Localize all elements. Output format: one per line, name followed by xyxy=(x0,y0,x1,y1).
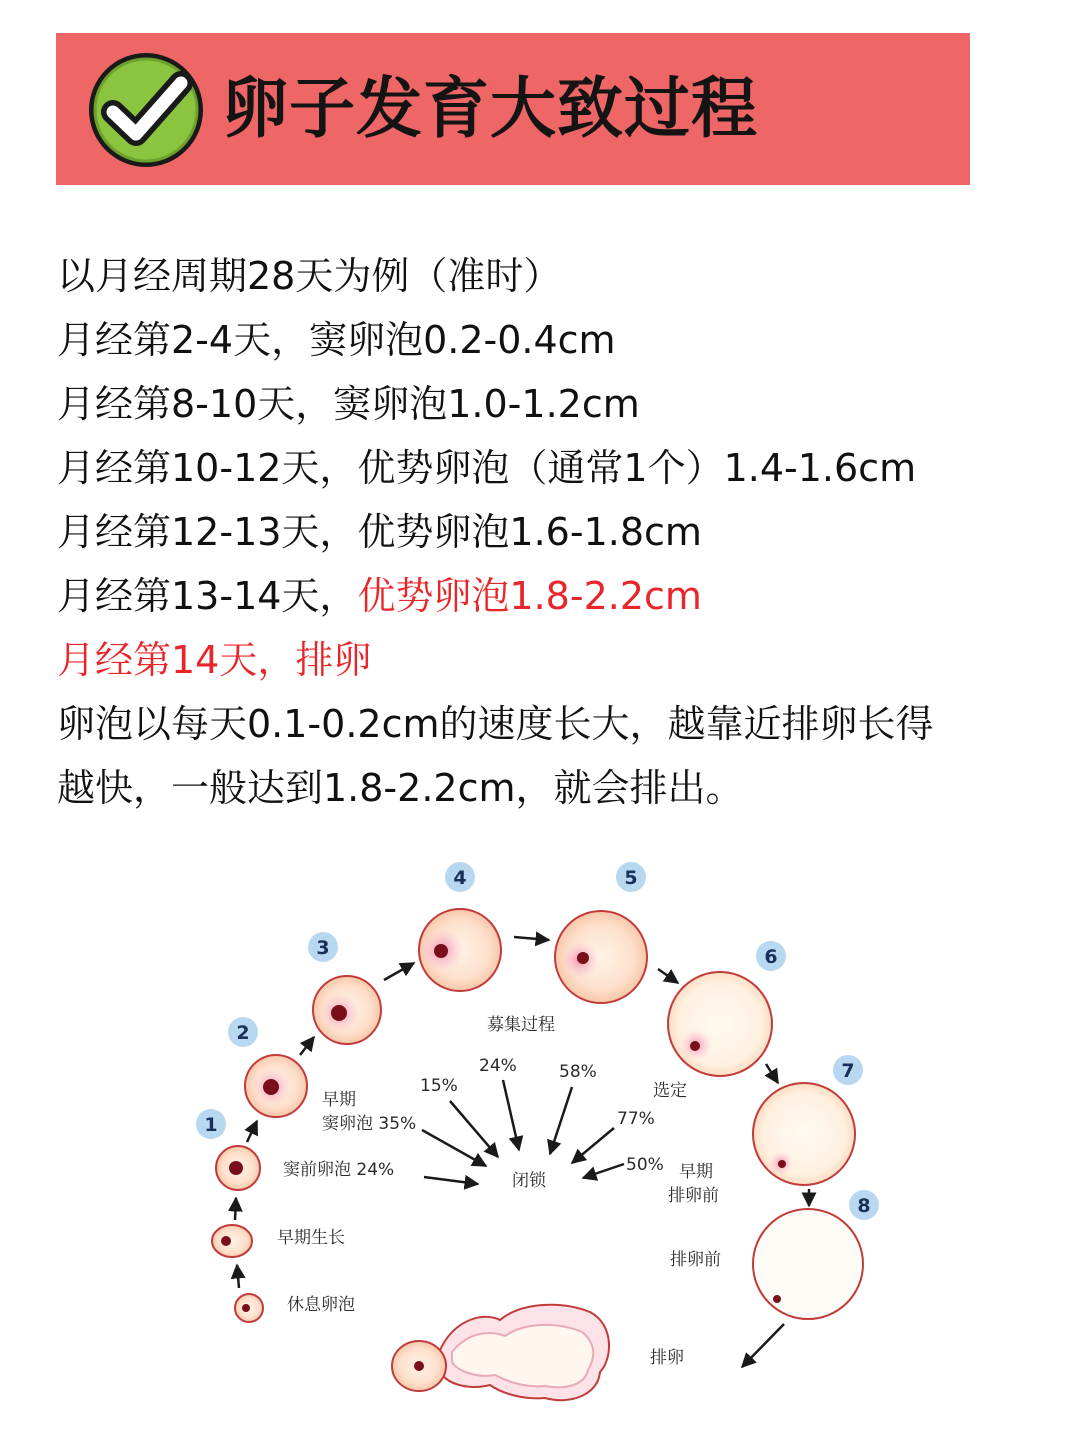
label-early-antral-1: 早期 xyxy=(322,1090,356,1110)
label-resting-follicle: 休息卵泡 xyxy=(287,1295,355,1315)
pct-24: 24% xyxy=(479,1056,517,1076)
stage-number-8: 8 xyxy=(857,1195,871,1217)
stage-number-7: 7 xyxy=(841,1060,855,1082)
stage-day-12-13: 月经第12-13天，优势卵泡1.6-1.8cm xyxy=(57,510,702,554)
stage-number-4: 4 xyxy=(453,867,467,889)
ovulation-day: 月经第14天，排卵 xyxy=(57,638,372,682)
stage-day-13-14-label: 月经第13-14天， xyxy=(57,574,358,618)
info-text xyxy=(57,244,1037,820)
follicle-stage-7 xyxy=(753,1083,855,1185)
label-preantral: 窦前卵泡 24% xyxy=(283,1160,395,1180)
follicle-stage-2 xyxy=(245,1055,307,1117)
label-recruitment: 募集过程 xyxy=(487,1015,555,1035)
stage-day-13-14-highlight: 优势卵泡1.8-2.2cm xyxy=(357,574,702,618)
stage-day-10-12: 月经第10-12天，优势卵泡（通常1个）1.4-1.6cm xyxy=(57,446,917,490)
stage-number-6: 6 xyxy=(764,946,778,968)
follicle-stage-5 xyxy=(555,911,647,1003)
stage-number-2: 2 xyxy=(236,1022,250,1044)
follicle-stage-3 xyxy=(313,976,381,1044)
stage-day-2-4: 月经第2-4天，窦卵泡0.2-0.4cm xyxy=(57,318,616,362)
label-early-preovulatory-1: 早期 xyxy=(679,1162,713,1182)
follicle-resting xyxy=(235,1294,263,1322)
stage-day-13-14 xyxy=(57,564,1037,628)
follicle-development-diagram xyxy=(0,830,1080,1440)
cycle-intro: 以月经周期28天为例（准时） xyxy=(57,254,562,298)
follicle-early-growth xyxy=(212,1225,252,1257)
label-early-preovulatory-2: 排卵前 xyxy=(668,1186,719,1206)
growth-rate-text-1: 卵泡以每天0.1-0.2cm的速度长大，越靠近排卵长得 xyxy=(57,702,934,746)
label-early-growth: 早期生长 xyxy=(277,1228,345,1248)
title-banner xyxy=(56,33,970,185)
pct-15: 15% xyxy=(420,1076,458,1096)
pct-58: 58% xyxy=(559,1062,597,1082)
label-ovulation: 排卵 xyxy=(650,1348,684,1368)
pct-50: 50% xyxy=(626,1155,664,1175)
label-preovulatory: 排卵前 xyxy=(670,1250,721,1270)
page-title: 卵子发育大致过程 xyxy=(222,70,758,147)
stage-number-1: 1 xyxy=(204,1114,218,1136)
stage-day-8-10: 月经第8-10天，窦卵泡1.0-1.2cm xyxy=(57,382,640,426)
stage-number-3: 3 xyxy=(316,937,330,959)
label-selection: 选定 xyxy=(653,1081,687,1101)
pct-77: 77% xyxy=(617,1109,655,1129)
stage-number-5: 5 xyxy=(624,867,638,889)
follicle-stage-6 xyxy=(668,972,772,1076)
growth-rate-text-2: 越快，一般达到1.8-2.2cm，就会排出。 xyxy=(57,766,744,810)
label-early-antral-2: 窦卵泡 35% xyxy=(322,1114,417,1134)
checkmark-icon xyxy=(86,50,206,170)
ovulated-follicle xyxy=(392,1305,609,1400)
follicle-stage-4 xyxy=(419,909,501,991)
follicle-stage-1 xyxy=(216,1146,260,1190)
follicle-stage-8 xyxy=(753,1209,863,1319)
label-atresia: 闭锁 xyxy=(512,1171,546,1191)
